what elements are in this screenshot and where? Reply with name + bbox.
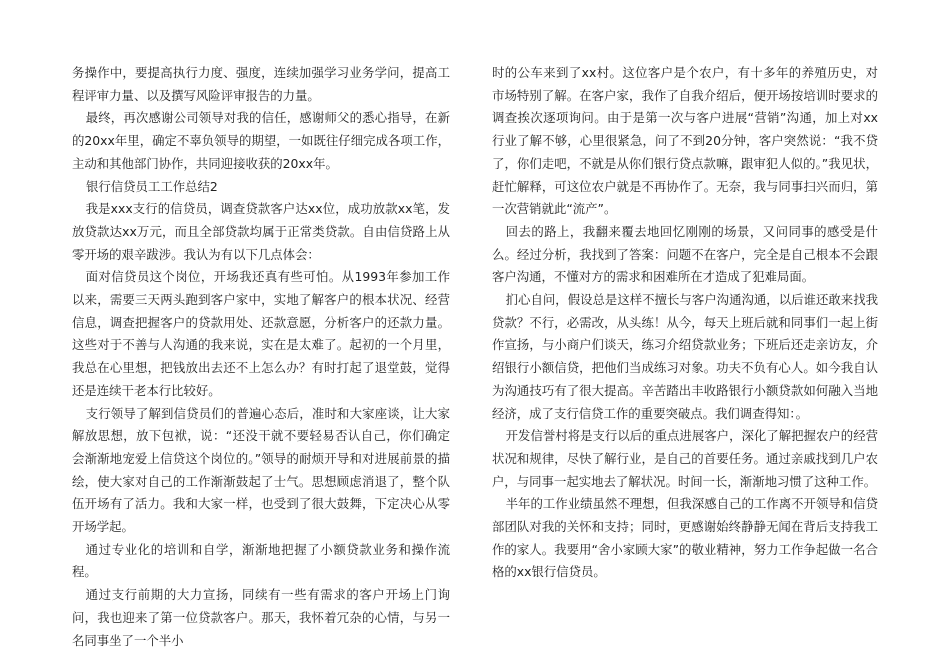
left-text-column	[72, 62, 450, 652]
paragraph-intro: 我是xxx支行的信贷员，调查贷款客户达xx位，成功放款xx笔，发放贷款达xx万元，而且全部贷款均属于正常类贷款。自由信贷路上从零开场的艰辛跋涉。我认为有以下几点体会：	[72, 201, 450, 262]
paragraph-leadership-support: 支行领导了解到信贷员们的普遍心态后，准时和大家座谈，让大家解放思想，放下包袱，说：“还没干就不要轻易否认自己，你们确定会渐渐地宠爱上信贷这个岗位的。”领导的耐烦开导和对进展前景的描绘，使大家对自己的工作渐渐鼓起了士气。思想顾虑消退了，整个队伍开场有了活力。我和大家一样，也受到了很大鼓舞，下定决心从零开场学起。	[72, 405, 450, 535]
paragraph-credit-village: 开发信誉村将是支行以后的重点进展客户，深化了解把握农户的经营状况和规律，尽快了解行业，是自己的首要任务。通过亲戚找到几户农户，与同事一起实地去了解状况。时间一长，渐渐地习惯了这种工作。	[492, 428, 878, 489]
paragraph-closing-thanks: 最终，再次感谢公司领导对我的信任，感谢师父的悉心指导，在新的20xx年里，确定不辜负领导的期望，一如既往仔细完成各项工作，主动和其他部门协作，共同迎接收获的20xx年。	[72, 110, 450, 171]
paragraph-first-visit: 时的公车来到了xx村。这位客户是个农户，有十多年的养殖历史，对市场特别了解。在客户家，我作了自我介绍后，便开场按培训时要求的调查挨次逐项询问。由于是第一次与客户进展“营销”沟通，加上对xx行业了解不够，心里很紧急，问了不到20分钟，客户突然说：“我不贷了，你们走吧，不就是从你们银行贷点款嘛，跟审犯人似的。”我见状，赶忙解释，可这位农户就是不再协作了。无奈，我与同事扫兴而归，第一次营销就此“流产”。	[492, 65, 878, 217]
paragraph-conclusion: 半年的工作业绩虽然不理想，但我深感自己的工作离不开领导和信贷部团队对我的关怀和支持；同时，更感谢始终静静无闻在背后支持我工作的家人。我要用“舍小家顾大家”的敬业精神，努力工作争起做一名合格的xx银行信贷员。	[492, 496, 878, 580]
paragraph-reflection: 回去的路上，我翻来覆去地回忆刚刚的场景，又问同事的感受是什么。经过分析，我找到了答案：问题不在客户，完全是自己根本不会跟客户沟通，不懂对方的需求和困难所在才造成了犯难局面。	[492, 223, 878, 285]
paragraph-continuation: 务操作中，要提高执行力度、强度，连续加强学习业务学问，提高工程评审力量、以及撰写风险评审报告的力量。	[72, 65, 450, 103]
paragraph-practice: 扪心自问，假设总是这样不擅长与客户沟通沟通，以后谁还敢来找我贷款？不行，必需改，从头练！从今，每天上班后就和同事们一起上街作宣扬，与小商户们谈天，练习介绍贷款业务；下班后还走亲访友，介绍银行小额信贷，把他们当成练习对象。功夫不负有心人。如今我自认为沟通技巧有了很大提高。辛苦踏出丰收路银行小额贷款如何融入当地经济，成了支行信贷工作的重要突破点。我们调查得知：。	[492, 292, 878, 421]
section-heading: 银行信贷员工工作总结2	[86, 178, 218, 194]
paragraph-training: 通过专业化的培训和自学，渐渐地把握了小额贷款业务和操作流程。	[72, 541, 450, 580]
paragraph-early-difficulty: 面对信贷员这个岗位，开场我还真有些可怕。从1993年参加工作以来，需要三天两头跑到客户家中，实地了解客户的根本状况、经营信息，调查把握客户的贷款用处、还款意愿，分析客户的还款力量。这些对于不善与人沟通的我来说，实在是太难了。起初的一个月里，我总在心里想，把钱放出去还不上怎么办？有时打起了退堂鼓，觉得还是连续干老本行比较好。	[72, 269, 450, 398]
paragraph-first-client: 通过支行前期的大力宣扬，同续有一些有需求的客户开场上门询问，我也迎来了第一位贷款客户。那天，我怀着冗杂的心情，与另一名同事坐了一个半小	[72, 587, 450, 648]
right-text-column	[492, 62, 878, 584]
